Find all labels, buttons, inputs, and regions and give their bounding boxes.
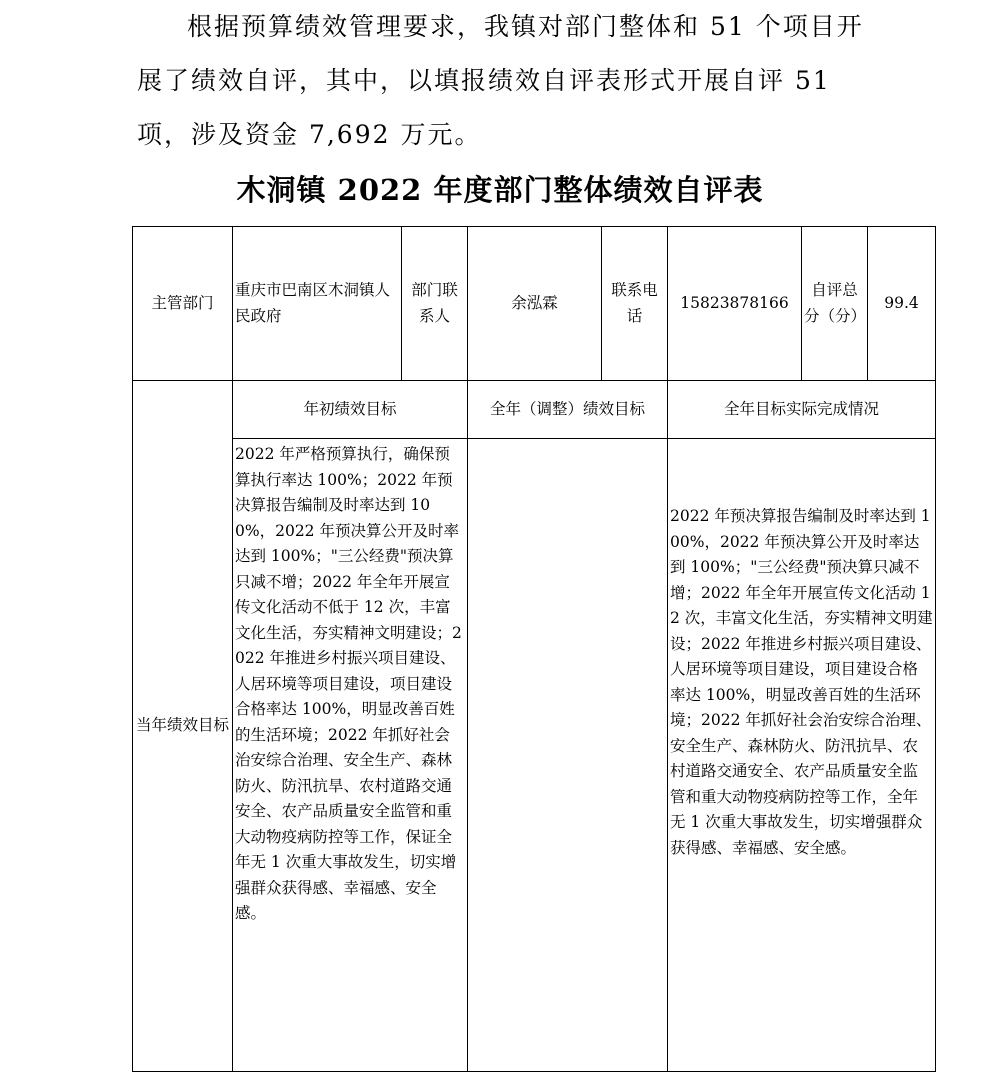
- initial-goal-header: 年初绩效目标: [233, 381, 468, 439]
- self-score-value: 99.4: [868, 227, 936, 381]
- supervisor-dept-label: 主管部门: [133, 227, 233, 381]
- table-row: [133, 227, 936, 381]
- adjusted-goal-header: 全年（调整）绩效目标: [468, 381, 668, 439]
- document-title: 木洞镇 2022 年度部门整体绩效自评表: [236, 173, 764, 207]
- actual-completion-text: 2022 年预决算报告编制及时率达到 100%，2022 年预决算公开及时率达到 100%；"三公经费"预决算只减不增；2022 年全年开展宣传文化活动 12 次，丰富文化生活，夯实精神文明建设；2022 年推进乡村振兴项目建设、人居环境等项目建设，项目建设合格率达 100%，明显改善百姓的生活环境；2022 年抓好社会治安综合治理、安全生产、森林防火、防汛抗旱、农村道路交通安全、农产品质量安全监管和重大动物疫病防控等工作，全年无 1 次重大事故发生，切实增强群众获得感、幸福感、安全感。: [668, 439, 936, 1072]
- performance-evaluation-table: [132, 226, 936, 1072]
- supervisor-dept-value: 重庆市巴南区木洞镇人民政府: [233, 227, 402, 381]
- table-row: [133, 381, 936, 439]
- contact-person-value: 余泓霖: [468, 227, 602, 381]
- annual-goal-label: 当年绩效目标: [133, 381, 233, 1072]
- intro-paragraph: 根据预算绩效管理要求，我镇对部门整体和 51 个项目开展了绩效自评，其中，以填报绩效自评表形式开展自评 51 项，涉及资金 7,692 万元。: [137, 12, 864, 149]
- table-row: [133, 439, 936, 1072]
- adjusted-goal-text: [468, 439, 668, 1072]
- self-score-label: 自评总分（分）: [802, 227, 868, 381]
- actual-completion-header: 全年目标实际完成情况: [668, 381, 936, 439]
- phone-label: 联系电话: [602, 227, 668, 381]
- contact-person-label: 部门联系人: [402, 227, 468, 381]
- phone-value: 15823878166: [668, 227, 802, 381]
- initial-goal-text: 2022 年严格预算执行，确保预算执行率达 100%；2022 年预决算报告编制及时率达到 100%，2022 年预决算公开及时率达到 100%；"三公经费"预决算只减不增；2022 年全年开展宣传文化活动不低于 12 次，丰富文化生活，夯实精神文明建设；2022 年推进乡村振兴项目建设、人居环境等项目建设，项目建设合格率达 100%，明显改善百姓的生活环境；2022 年抓好社会治安综合治理、安全生产、森林防火、防汛抗旱、农村道路交通安全、农产品质量安全监管和重大动物疫病防控等工作，保证全年无 1 次重大事故发生，切实增强群众获得感、幸福感、安全感。: [233, 439, 468, 1072]
